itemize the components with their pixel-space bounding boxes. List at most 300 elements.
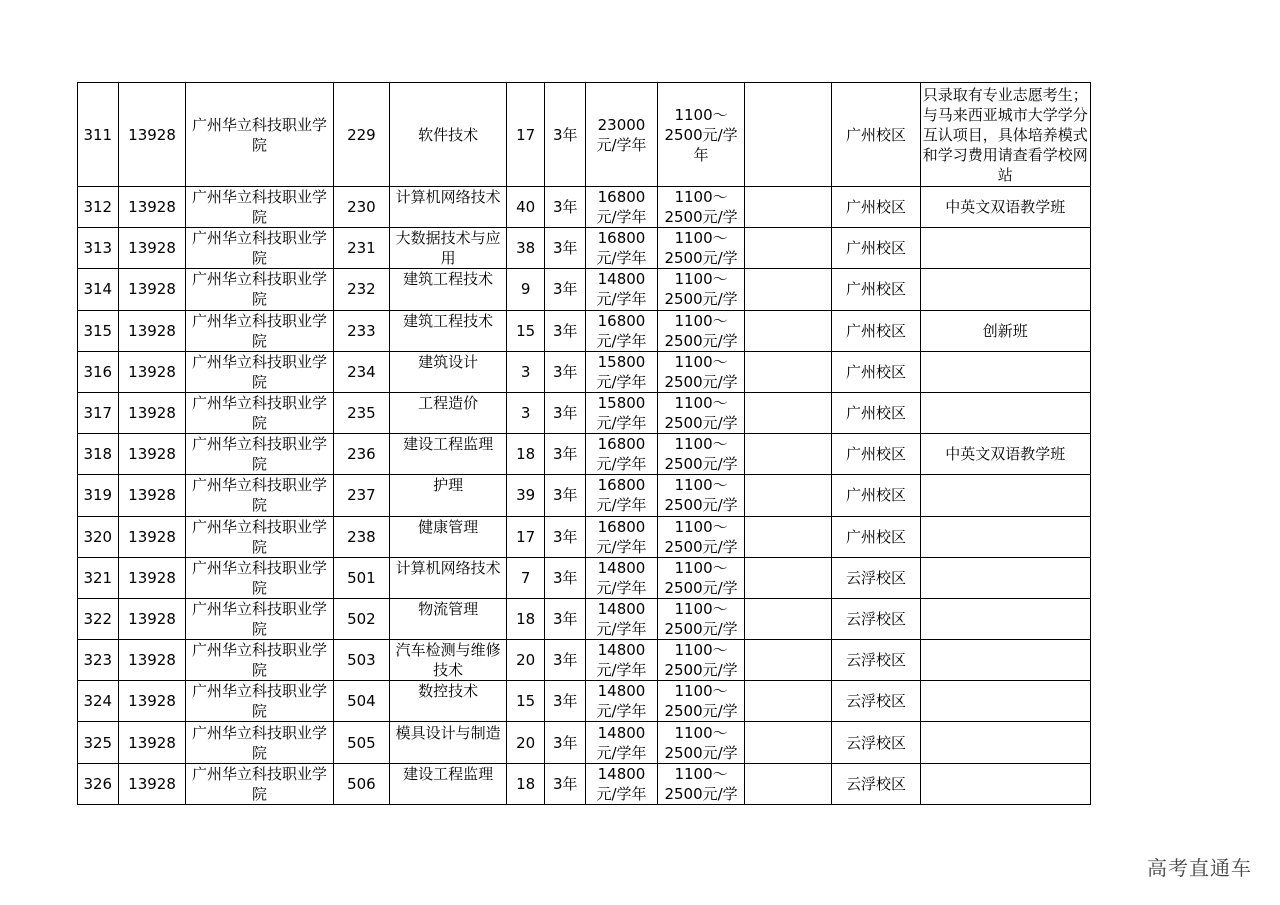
accommodation-fee-text: 1100～2500元/学 [664, 476, 738, 515]
campus-text: 广州校区 [845, 321, 906, 340]
campus-text: 广州校区 [845, 527, 906, 546]
tuition-text: 16800元/学年 [596, 311, 647, 350]
school-name-text: 广州华立科技职业学院 [191, 641, 327, 680]
tuition-text: 16800元/学年 [596, 188, 647, 227]
duration-cell [545, 351, 586, 392]
tuition-text: 15800元/学年 [596, 352, 647, 391]
plan-count-text: 3 [520, 362, 531, 381]
school-code-text: 13928 [128, 445, 176, 464]
accommodation-fee-text: 1100～2500元/学 [664, 311, 738, 350]
tuition-cell [585, 516, 657, 557]
duration-cell [545, 392, 586, 433]
note-text: 创新班 [982, 321, 1028, 340]
school-code-cell [118, 434, 186, 475]
duration-text: 3年 [552, 733, 578, 752]
tuition-cell [585, 392, 657, 433]
tuition-text: 14800元/学年 [596, 764, 647, 803]
plan-count-text: 17 [516, 527, 536, 546]
seq-cell [78, 681, 119, 722]
seq-text: 315 [83, 321, 113, 340]
duration-text: 3年 [552, 198, 578, 217]
campus-cell [832, 228, 920, 269]
duration-text: 3年 [552, 239, 578, 258]
campus-text: 云浮校区 [845, 651, 906, 670]
tuition-text: 14800元/学年 [596, 723, 647, 762]
table-body [78, 83, 1091, 805]
note-text [923, 352, 1088, 392]
major-name-text: 大数据技术与应用 [395, 229, 501, 268]
tuition-text: 15800元/学年 [596, 394, 647, 433]
table-row [78, 434, 1091, 475]
plan-count-text: 20 [516, 733, 536, 752]
tuition-cell [585, 681, 657, 722]
note-text [923, 517, 1088, 557]
plan-count-text: 15 [516, 692, 536, 711]
plan-count-cell [506, 83, 545, 187]
note-cell [920, 187, 1090, 228]
empty-text [747, 475, 829, 515]
tuition-cell [585, 557, 657, 598]
accommodation-fee-cell [657, 187, 744, 228]
seq-text: 322 [83, 609, 113, 628]
table-row [78, 187, 1091, 228]
accommodation-fee-text: 1100～2500元/学 [664, 558, 738, 597]
major-name-text: 建筑工程技术 [403, 270, 494, 289]
accommodation-fee-cell [657, 722, 744, 763]
major-code-cell [333, 598, 390, 639]
school-name-cell [186, 434, 333, 475]
duration-cell [545, 557, 586, 598]
plan-count-text: 7 [520, 568, 531, 587]
table-row [78, 392, 1091, 433]
duration-cell [545, 681, 586, 722]
school-name-text: 广州华立科技职业学院 [191, 270, 327, 309]
duration-cell [545, 187, 586, 228]
note-cell [920, 475, 1090, 516]
plan-count-text: 15 [516, 321, 536, 340]
duration-cell [545, 516, 586, 557]
plan-count-text: 18 [516, 445, 536, 464]
major-name-cell [390, 763, 507, 804]
note-cell [920, 228, 1090, 269]
empty-text [747, 640, 829, 680]
empty-text [747, 599, 829, 639]
empty-text [747, 434, 829, 474]
major-name-text: 模具设计与制造 [395, 723, 501, 742]
major-name-text: 数控技术 [418, 682, 479, 701]
seq-cell [78, 640, 119, 681]
major-name-cell [390, 310, 507, 351]
seq-cell [78, 516, 119, 557]
school-code-cell [118, 640, 186, 681]
campus-cell [832, 640, 920, 681]
note-text [923, 599, 1088, 639]
major-name-cell [390, 269, 507, 310]
campus-text: 广州校区 [845, 445, 906, 464]
school-code-cell [118, 83, 186, 187]
school-code-text: 13928 [128, 527, 176, 546]
accommodation-fee-text: 1100～2500元/学 [664, 435, 738, 474]
major-name-cell [390, 392, 507, 433]
accommodation-fee-cell [657, 598, 744, 639]
accommodation-fee-text: 1100～2500元/学 [664, 723, 738, 762]
note-text [923, 640, 1088, 680]
major-code-cell [333, 228, 390, 269]
major-name-cell [390, 722, 507, 763]
accommodation-fee-cell [657, 516, 744, 557]
empty-cell [745, 392, 832, 433]
seq-text: 324 [83, 692, 113, 711]
empty-cell [745, 310, 832, 351]
plan-count-cell [506, 310, 545, 351]
major-name-text: 健康管理 [418, 517, 479, 536]
school-name-text: 广州华立科技职业学院 [191, 764, 327, 803]
table-row [78, 516, 1091, 557]
empty-text [747, 764, 829, 804]
accommodation-fee-cell [657, 83, 744, 187]
campus-cell [832, 269, 920, 310]
major-name-cell [390, 598, 507, 639]
table-row [78, 228, 1091, 269]
note-text [923, 228, 1088, 268]
note-cell [920, 516, 1090, 557]
school-name-cell [186, 310, 333, 351]
note-cell [920, 351, 1090, 392]
seq-text: 313 [83, 239, 113, 258]
school-code-text: 13928 [128, 568, 176, 587]
major-code-text: 505 [347, 733, 376, 752]
duration-text: 3年 [552, 527, 578, 546]
seq-cell [78, 351, 119, 392]
major-name-text: 汽车检测与维修技术 [395, 641, 501, 680]
empty-text [747, 558, 829, 598]
seq-cell [78, 475, 119, 516]
tuition-text: 16800元/学年 [596, 476, 647, 515]
major-code-cell [333, 640, 390, 681]
plan-count-cell [506, 434, 545, 475]
empty-cell [745, 187, 832, 228]
major-name-cell [390, 351, 507, 392]
accommodation-fee-cell [657, 310, 744, 351]
plan-count-text: 39 [516, 486, 536, 505]
tuition-cell [585, 310, 657, 351]
note-cell [920, 434, 1090, 475]
school-code-text: 13928 [128, 239, 176, 258]
major-name-text: 软件技术 [418, 125, 479, 144]
major-name-cell [390, 516, 507, 557]
school-name-text: 广州华立科技职业学院 [191, 352, 327, 391]
campus-cell [832, 557, 920, 598]
campus-cell [832, 516, 920, 557]
campus-cell [832, 598, 920, 639]
table-row [78, 598, 1091, 639]
plan-count-cell [506, 392, 545, 433]
major-name-cell [390, 640, 507, 681]
accommodation-fee-text: 1100～2500元/学 [664, 517, 738, 556]
empty-cell [745, 681, 832, 722]
duration-text: 3年 [552, 125, 578, 144]
school-name-cell [186, 351, 333, 392]
major-code-text: 229 [347, 125, 376, 144]
campus-text: 广州校区 [845, 125, 906, 144]
campus-text: 广州校区 [845, 486, 906, 505]
duration-text: 3年 [552, 321, 578, 340]
plan-count-cell [506, 640, 545, 681]
accommodation-fee-cell [657, 681, 744, 722]
school-name-text: 广州华立科技职业学院 [191, 311, 327, 350]
major-code-cell [333, 557, 390, 598]
campus-text: 广州校区 [845, 362, 906, 381]
duration-cell [545, 269, 586, 310]
school-code-cell [118, 598, 186, 639]
duration-text: 3年 [552, 486, 578, 505]
major-name-text: 建筑工程技术 [403, 311, 494, 330]
tuition-text: 16800元/学年 [596, 517, 647, 556]
tuition-cell [585, 269, 657, 310]
table-row [78, 763, 1091, 804]
school-code-cell [118, 392, 186, 433]
note-text: 中英文双语教学班 [945, 445, 1066, 464]
empty-cell [745, 598, 832, 639]
school-code-text: 13928 [128, 609, 176, 628]
empty-text [747, 352, 829, 392]
school-name-text: 广州华立科技职业学院 [191, 723, 327, 762]
tuition-text: 14800元/学年 [596, 270, 647, 309]
major-name-text: 计算机网络技术 [395, 558, 501, 577]
tuition-cell [585, 640, 657, 681]
accommodation-fee-text: 1100～2500元/学 [664, 270, 738, 309]
school-code-cell [118, 681, 186, 722]
school-name-text: 广州华立科技职业学院 [191, 229, 327, 268]
campus-cell [832, 475, 920, 516]
note-cell [920, 763, 1090, 804]
tuition-text: 14800元/学年 [596, 558, 647, 597]
duration-cell [545, 228, 586, 269]
note-text [923, 393, 1088, 433]
school-name-cell [186, 228, 333, 269]
accommodation-fee-text: 1100～2500元/学 [664, 352, 738, 391]
table-row [78, 351, 1091, 392]
duration-text: 3年 [552, 651, 578, 670]
campus-cell [832, 722, 920, 763]
campus-text: 云浮校区 [845, 568, 906, 587]
school-code-text: 13928 [128, 774, 176, 793]
major-code-cell [333, 722, 390, 763]
school-code-text: 13928 [128, 692, 176, 711]
major-code-cell [333, 681, 390, 722]
note-cell [920, 83, 1090, 187]
campus-text: 云浮校区 [845, 692, 906, 711]
empty-text [747, 311, 829, 351]
tuition-cell [585, 475, 657, 516]
major-name-text: 工程造价 [418, 394, 479, 413]
major-name-cell [390, 475, 507, 516]
tuition-cell [585, 598, 657, 639]
school-name-text: 广州华立科技职业学院 [191, 517, 327, 556]
table-row [78, 557, 1091, 598]
table-row [78, 83, 1091, 187]
duration-text: 3年 [552, 280, 578, 299]
school-code-cell [118, 269, 186, 310]
empty-text [747, 228, 829, 268]
major-code-cell [333, 763, 390, 804]
note-cell [920, 681, 1090, 722]
campus-text: 广州校区 [845, 198, 906, 217]
note-text [923, 269, 1088, 309]
note-cell [920, 557, 1090, 598]
plan-count-text: 20 [516, 651, 536, 670]
school-name-text: 广州华立科技职业学院 [191, 682, 327, 721]
accommodation-fee-cell [657, 640, 744, 681]
seq-text: 318 [83, 445, 113, 464]
major-code-cell [333, 475, 390, 516]
accommodation-fee-text: 1100～2500元/学 [664, 188, 738, 227]
empty-cell [745, 351, 832, 392]
school-code-cell [118, 187, 186, 228]
school-code-text: 13928 [128, 651, 176, 670]
note-text [923, 681, 1088, 721]
duration-cell [545, 434, 586, 475]
duration-text: 3年 [552, 568, 578, 587]
school-name-cell [186, 392, 333, 433]
duration-cell [545, 763, 586, 804]
campus-text: 云浮校区 [845, 609, 906, 628]
tuition-cell [585, 351, 657, 392]
major-code-text: 232 [347, 280, 376, 299]
tuition-text: 14800元/学年 [596, 599, 647, 638]
school-name-cell [186, 269, 333, 310]
campus-cell [832, 392, 920, 433]
note-text [923, 723, 1088, 763]
major-code-cell [333, 392, 390, 433]
tuition-cell [585, 228, 657, 269]
campus-cell [832, 681, 920, 722]
tuition-text: 14800元/学年 [596, 641, 647, 680]
campus-cell [832, 434, 920, 475]
accommodation-fee-text: 1100～2500元/学 [664, 641, 738, 680]
campus-cell [832, 310, 920, 351]
empty-text [747, 187, 829, 227]
tuition-cell [585, 187, 657, 228]
school-name-text: 广州华立科技职业学院 [191, 599, 327, 638]
seq-cell [78, 310, 119, 351]
major-name-text: 物流管理 [418, 599, 479, 618]
seq-cell [78, 228, 119, 269]
campus-cell [832, 83, 920, 187]
empty-cell [745, 475, 832, 516]
duration-text: 3年 [552, 692, 578, 711]
major-code-text: 234 [347, 362, 376, 381]
note-text: 中英文双语教学班 [945, 198, 1066, 217]
major-code-text: 231 [347, 239, 376, 258]
school-code-text: 13928 [128, 486, 176, 505]
tuition-cell [585, 434, 657, 475]
seq-text: 316 [83, 362, 113, 381]
plan-count-cell [506, 269, 545, 310]
campus-text: 广州校区 [845, 404, 906, 423]
school-code-text: 13928 [128, 733, 176, 752]
school-name-cell [186, 640, 333, 681]
school-code-cell [118, 516, 186, 557]
plan-count-cell [506, 351, 545, 392]
seq-cell [78, 557, 119, 598]
school-name-cell [186, 187, 333, 228]
major-code-text: 230 [347, 198, 376, 217]
duration-cell [545, 310, 586, 351]
table-row [78, 722, 1091, 763]
seq-text: 320 [83, 527, 113, 546]
school-name-cell [186, 598, 333, 639]
major-name-cell [390, 557, 507, 598]
major-code-cell [333, 187, 390, 228]
table-row [78, 310, 1091, 351]
empty-cell [745, 516, 832, 557]
school-name-text: 广州华立科技职业学院 [191, 435, 327, 474]
plan-count-text: 38 [516, 239, 536, 258]
note-cell [920, 392, 1090, 433]
major-name-cell [390, 187, 507, 228]
duration-cell [545, 475, 586, 516]
table-row [78, 475, 1091, 516]
school-name-text: 广州华立科技职业学院 [191, 476, 327, 515]
duration-cell [545, 640, 586, 681]
major-name-text: 建筑设计 [418, 352, 479, 371]
note-cell [920, 598, 1090, 639]
plan-count-cell [506, 228, 545, 269]
seq-cell [78, 392, 119, 433]
accommodation-fee-cell [657, 351, 744, 392]
note-cell [920, 640, 1090, 681]
school-name-cell [186, 475, 333, 516]
table-row [78, 640, 1091, 681]
plan-count-text: 40 [516, 198, 536, 217]
seq-cell [78, 598, 119, 639]
table-row [78, 681, 1091, 722]
major-code-text: 501 [347, 568, 376, 587]
school-code-cell [118, 557, 186, 598]
accommodation-fee-text: 1100～2500元/学年 [664, 105, 738, 164]
seq-text: 311 [83, 125, 113, 144]
plan-count-text: 18 [516, 609, 536, 628]
seq-text: 312 [83, 198, 113, 217]
seq-text: 319 [83, 486, 113, 505]
major-code-text: 238 [347, 527, 376, 546]
seq-text: 323 [83, 651, 113, 670]
school-code-cell [118, 763, 186, 804]
seq-text: 326 [83, 774, 113, 793]
duration-cell [545, 83, 586, 187]
plan-count-text: 17 [516, 125, 536, 144]
plan-count-cell [506, 722, 545, 763]
duration-cell [545, 722, 586, 763]
accommodation-fee-text: 1100～2500元/学 [664, 764, 738, 803]
major-code-cell [333, 516, 390, 557]
campus-cell [832, 187, 920, 228]
plan-count-cell [506, 516, 545, 557]
watermark: 高考直通车 [1147, 856, 1252, 880]
campus-text: 云浮校区 [845, 774, 906, 793]
major-name-cell [390, 434, 507, 475]
seq-cell [78, 187, 119, 228]
school-name-text: 广州华立科技职业学院 [191, 394, 327, 433]
tuition-text: 23000元/学年 [596, 115, 647, 154]
school-name-cell [186, 83, 333, 187]
major-code-text: 236 [347, 445, 376, 464]
accommodation-fee-text: 1100～2500元/学 [664, 394, 738, 433]
school-name-cell [186, 557, 333, 598]
school-name-cell [186, 516, 333, 557]
empty-cell [745, 557, 832, 598]
